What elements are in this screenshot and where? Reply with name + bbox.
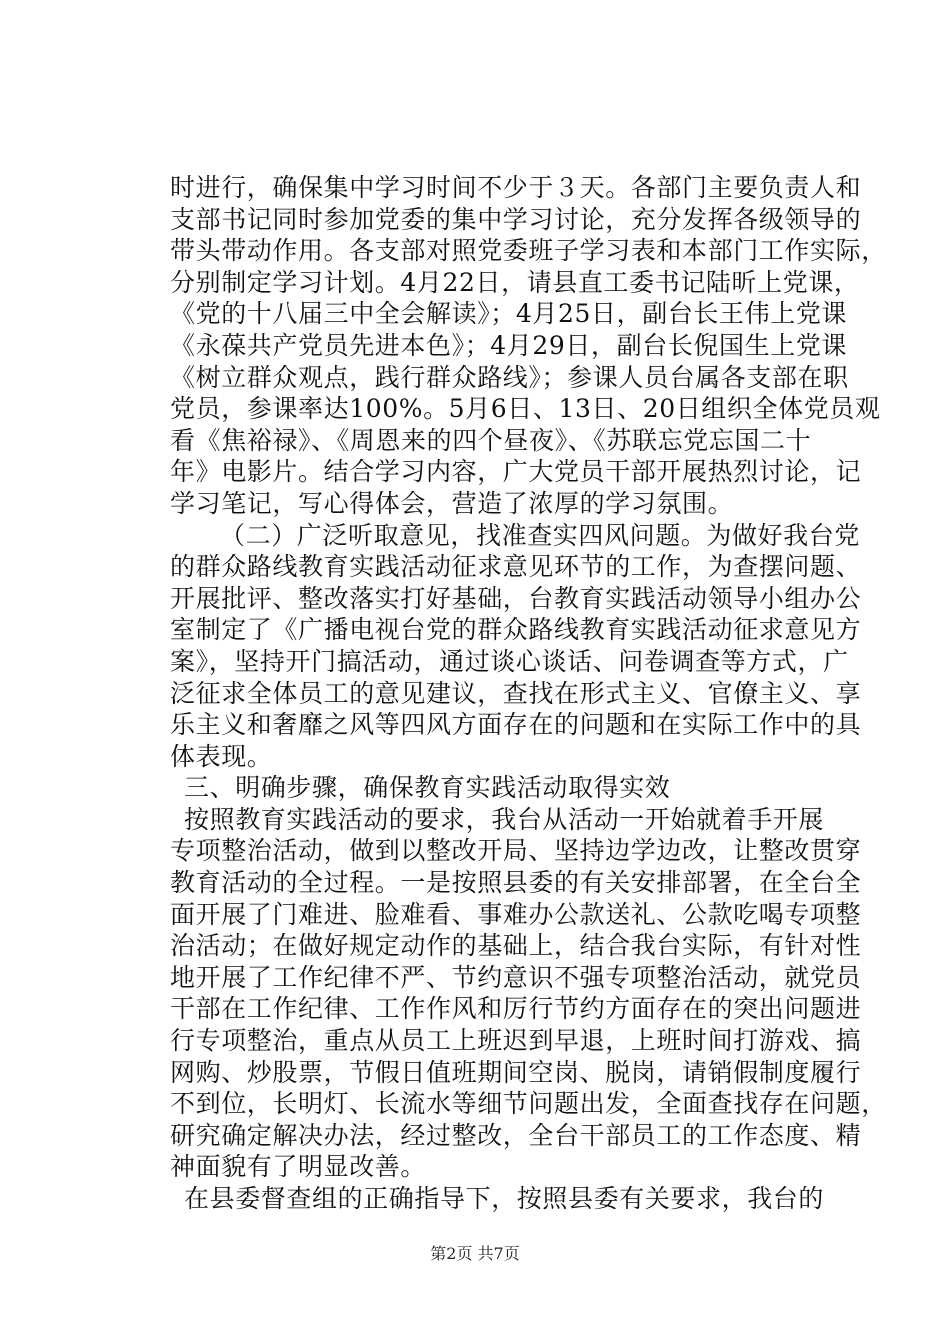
text-line: 治活动；在做好规定动作的基础上，结合我台实际，有针对性 [170,931,862,961]
text-line: 案》，坚持开门搞活动，通过谈心谈话、问卷调查等方式，广 [170,646,849,676]
text-line: 面开展了门难进、脸难看、事难办公款送礼、公款吃喝专项整 [170,899,862,929]
text-line: 研究确定解决办法，经过整改，全台干部员工的工作态度、精 [170,1120,862,1150]
text-line: 时进行，确保集中学习时间不少于３天。各部门主要负责人和 [170,173,862,202]
text-line: 开展批评、整改落实打好基础，台教育实践活动领导小组办公 [170,583,862,613]
paragraph-start-line: 按照教育实践活动的要求，我台从活动一开始就着手开展 [184,804,825,834]
text-line: 泛征求全体员工的意见建议，查找在形式主义、官僚主义、享 [170,678,862,708]
text-line: 年》电影片。结合学习内容，广大党员干部开展热烈讨论，记 [170,457,862,487]
text-line: 看《焦裕禄》、《周恩来的四个昼夜》、《苏联忘党忘国二十 [170,425,812,455]
text-line: 支部书记同时参加党委的集中学习讨论，充分发挥各级领导的 [170,204,862,234]
text-line: 干部在工作纪律、工作作风和厉行节约方面存在的突出问题进 [170,994,862,1024]
text-line: 《党的十八届三中全会解读》；4月25日，副台长王伟上党课 [170,299,848,329]
text-line: 室制定了《广播电视台党的群众路线教育实践活动征求意见方 [170,615,862,645]
text-line: 教育活动的全过程。一是按照县委的有关安排部署，在全台全 [170,868,862,898]
text-line: 分别制定学习计划。4月22日，请县直工委书记陆昕上党课， [170,267,860,297]
text-line: 专项整治活动，做到以整改开局、坚持边学边改，让整改贯穿 [170,836,862,866]
text-line: 乐主义和奢靡之风等四风方面存在的问题和在实际工作中的具 [170,710,862,740]
text-line: 地开展了工作纪律不严、节约意识不强专项整治活动，就党员 [170,962,862,992]
text-line: 神面貌有了明显改善。 [170,1152,427,1182]
text-line: 体表现。 [170,741,273,771]
text-line: 党员，参课率达100%。5月6日、13日、20日组织全体党员观 [170,394,881,424]
text-line: 的群众路线教育实践活动征求意见环节的工作，为查摆问题、 [170,552,862,582]
paragraph-start-line: 在县委督查组的正确指导下，按照县委有关要求，我台的 [184,1184,825,1213]
paragraph-start-line: （二）广泛听取意见，找准查实四风问题。为做好我台党 [220,520,861,550]
text-line: 学习笔记，写心得体会，营造了浓厚的学习氛围。 [170,488,734,518]
text-line: 网购、炒股票，节假日值班期间空岗、脱岗，请销假制度履行 [170,1057,862,1087]
text-line: 行专项整治，重点从员工上班迟到早退，上班时间打游戏、搞 [170,1026,862,1056]
text-line: 《永葆共产党员先进本色》；4月29日，副台长倪国生上党课 [170,330,848,360]
text-line: 带头带动作用。各支部对照党委班子学习表和本部门工作实际， [170,236,887,266]
section-heading: 三、明确步骤，确保教育实践活动取得实效 [184,773,671,803]
text-line: 《树立群众观点，践行群众路线》；参课人员台属各支部在职 [170,362,849,392]
page-number-footer: 第2页 共7页 [430,1244,520,1263]
document-body [170,172,887,1215]
text-line: 不到位，长明灯、长流水等细节问题出发，全面查找存在问题， [170,1089,887,1119]
